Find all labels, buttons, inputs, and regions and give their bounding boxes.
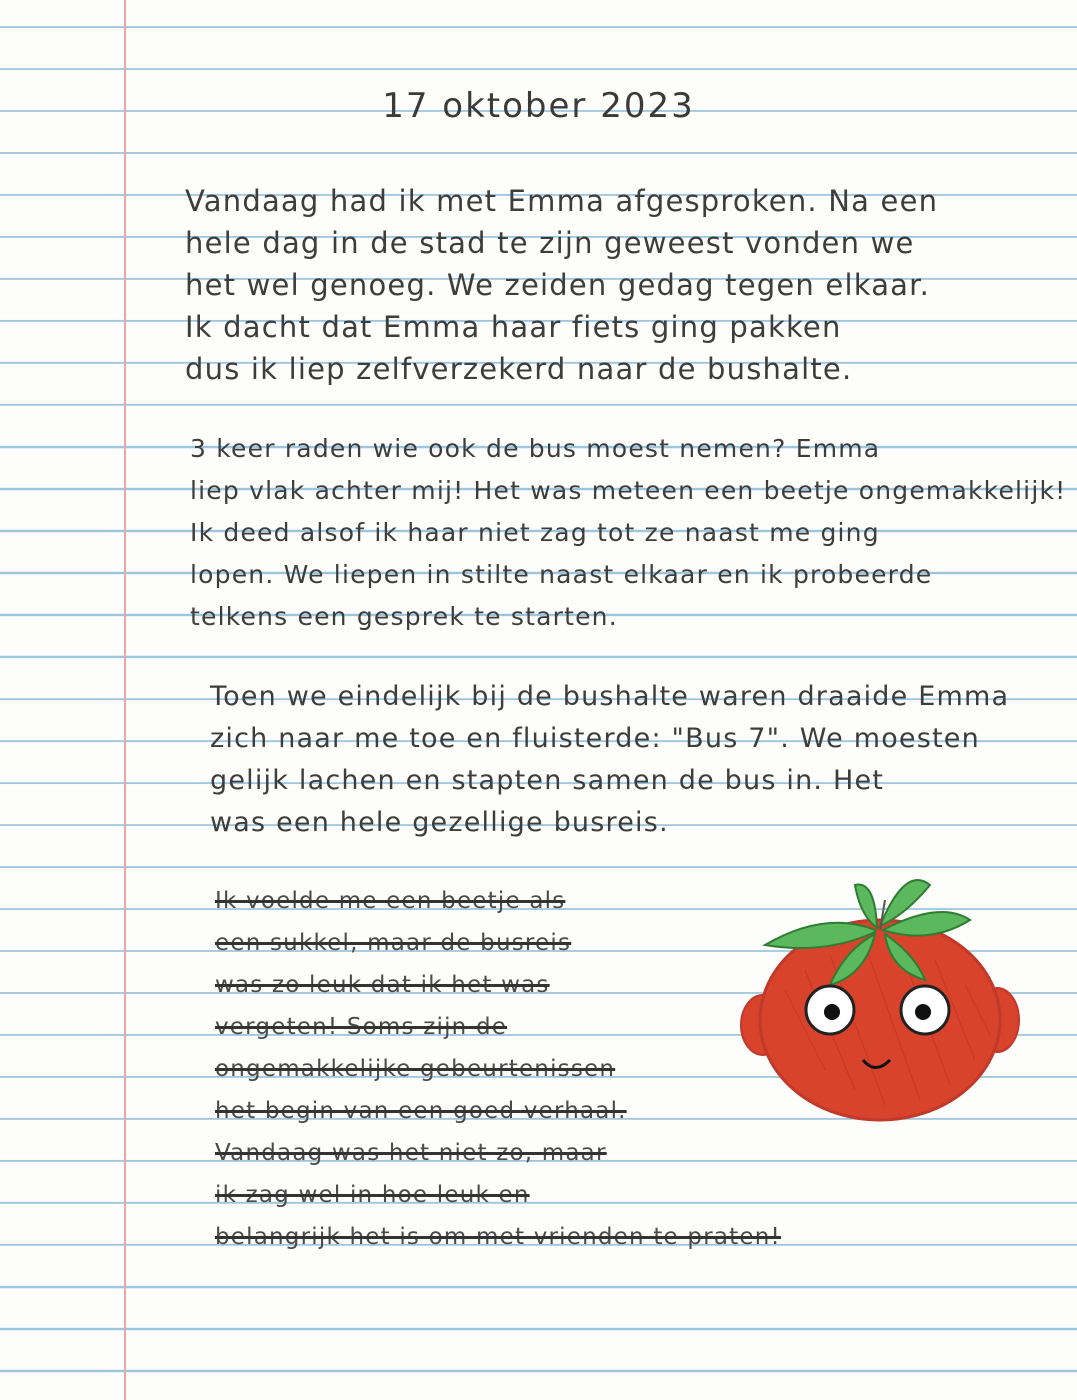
text-line: telkens een gesprek te starten. bbox=[190, 602, 618, 631]
crossed-out-line: het begin van een goed verhaal. bbox=[215, 1098, 627, 1124]
paragraph-3 bbox=[210, 676, 1009, 844]
text-line: lopen. We liepen in stilte naast elkaar en ik probeerde bbox=[190, 560, 933, 589]
text-line: dus ik liep zelfverzekerd naar de bushalte. bbox=[185, 352, 853, 386]
paragraph-2 bbox=[190, 428, 1066, 638]
diary-date: 17 oktober 2023 bbox=[382, 86, 695, 126]
crossed-out-line: een sukkel, maar de busreis bbox=[215, 930, 572, 956]
margin-line bbox=[124, 0, 126, 1400]
crossed-out-line: belangrijk het is om met vrienden te praten! bbox=[215, 1224, 781, 1250]
text-line: Toen we eindelijk bij de bushalte waren draaide Emma bbox=[210, 681, 1010, 712]
text-line: 3 keer raden wie ook de bus moest nemen? Emma bbox=[190, 434, 881, 463]
left-pupil bbox=[824, 1004, 840, 1020]
text-line: was een hele gezellige busreis. bbox=[210, 807, 669, 838]
crossed-out-line: Vandaag was het niet zo, maar bbox=[215, 1140, 607, 1166]
text-line: Vandaag had ik met Emma afgesproken. Na een bbox=[185, 184, 939, 218]
text-line: Ik dacht dat Emma haar fiets ging pakken bbox=[185, 310, 842, 344]
text-line: hele dag in de stad te zijn geweest vonden we bbox=[185, 226, 915, 260]
crossed-out-paragraph bbox=[215, 880, 781, 1258]
tomato-face-drawing bbox=[735, 860, 1025, 1130]
text-line: Ik deed alsof ik haar niet zag tot ze naast me ging bbox=[190, 518, 880, 547]
paragraph-1 bbox=[185, 180, 938, 390]
crossed-out-line: Ik voelde me een beetje als bbox=[215, 888, 566, 914]
crossed-out-line: ik zag wel in hoe leuk en bbox=[215, 1182, 530, 1208]
text-line: zich naar me toe en fluisterde: "Bus 7". We moesten bbox=[210, 723, 980, 754]
crossed-out-line: was zo leuk dat ik het was bbox=[215, 972, 550, 998]
text-line: het wel genoeg. We zeiden gedag tegen elkaar. bbox=[185, 268, 931, 302]
text-line: liep vlak achter mij! Het was meteen een beetje ongemakkelijk! bbox=[190, 476, 1067, 505]
crossed-out-line: ongemakkelijke gebeurtenissen bbox=[215, 1056, 616, 1082]
text-line: gelijk lachen en stapten samen de bus in. Het bbox=[210, 765, 885, 796]
right-pupil bbox=[915, 1004, 931, 1020]
crossed-out-line: vergeten! Soms zijn de bbox=[215, 1014, 508, 1040]
